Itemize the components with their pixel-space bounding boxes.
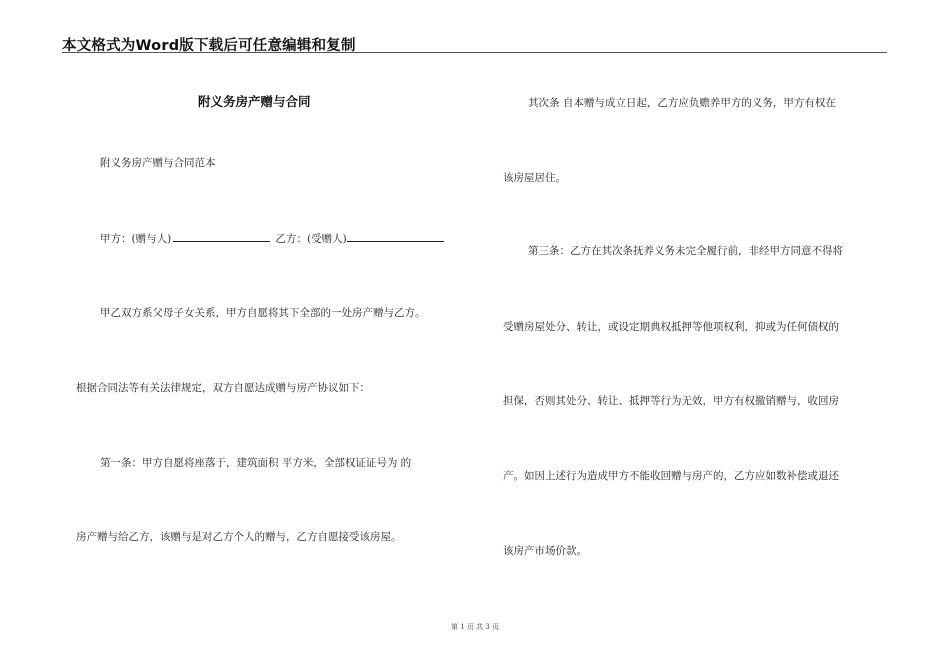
page-number: 第 1 页 共 3 页 [450,623,500,631]
article-3-line-2: 受赠房屋处分、转让，或设定期典权抵押等他项权利，抑或为任何债权的 [503,321,839,333]
party-a-label: 甲方：(赠与人) [100,233,172,245]
paragraph-relationship: 甲乙双方系父母子女关系，甲方自愿将其下全部的一处房产赠与乙方。 [100,307,426,319]
header-divider [62,52,887,53]
parties-line [100,230,444,246]
subtitle: 附义务房产赠与合同范本 [100,157,216,169]
party-a-blank [173,230,270,242]
party-b-blank [347,230,444,242]
article-3-line-5: 该房产市场价款。 [503,545,587,557]
article-3-line-3: 担保，否则其处分、转让、抵押等行为无效，甲方有权撤销赠与，收回房 [503,395,839,407]
article-2-line-1: 其次条 自本赠与成立日起，乙方应负赡养甲方的义务，甲方有权在 [528,97,836,109]
article-2-line-2: 该房屋居住。 [503,172,566,184]
article-1-line-2: 房产赠与给乙方，该赠与是对乙方个人的赠与，乙方自愿接受该房屋。 [76,531,402,543]
paragraph-legal-basis: 根据合同法等有关法律规定，双方自愿达成赠与房产协议如下： [76,382,370,394]
article-3-line-1: 第三条：乙方在其次条抚养义务未完全履行前，非经甲方同意不得将 [528,245,843,257]
article-3-line-4: 产。如因上述行为造成甲方不能收回赠与房产的，乙方应如数补偿或退还 [503,470,839,482]
download-banner: 本文格式为Word版下载后可任意编辑和复制 [62,38,356,54]
document-title: 附义务房产赠与合同 [198,94,311,109]
article-1-line-1: 第一条：甲方自愿将座落于，建筑面积 平方米，全部权证证号为 的 [100,457,412,469]
party-b-label: 乙方：(受赠人) [275,233,347,245]
